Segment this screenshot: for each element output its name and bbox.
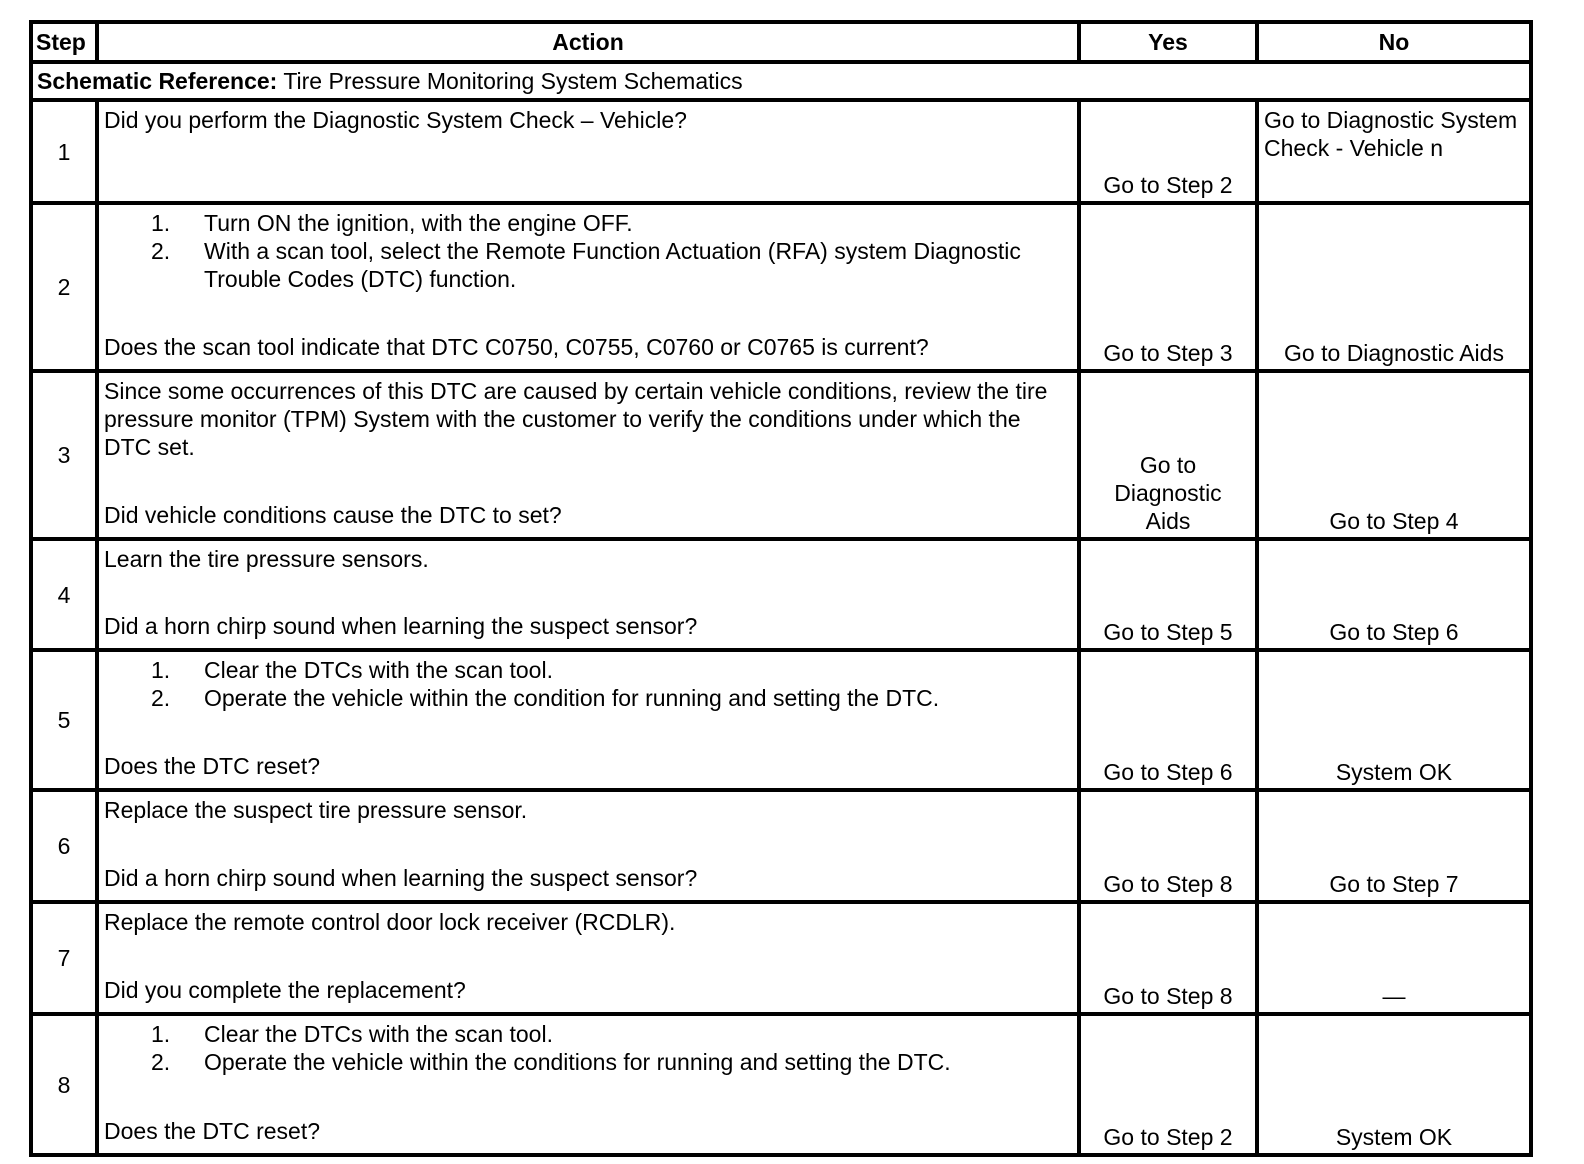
no-cell: Go to Step 6	[1257, 539, 1531, 650]
step-number: 1	[31, 100, 97, 203]
table-row-step-5	[31, 650, 1531, 790]
step-number: 8	[31, 1014, 97, 1155]
table-row-step-1	[31, 100, 1531, 203]
action-question: Did you complete the replacement?	[104, 977, 466, 1003]
yes-cell: Go to Diagnostic Aids	[1079, 371, 1257, 539]
action-cell	[97, 371, 1079, 539]
list-item: 1. Clear the DTCs with the scan tool.	[151, 657, 553, 683]
no-cell: Go to Diagnostic System Check - Vehicle n	[1257, 100, 1531, 203]
action-cell	[97, 539, 1079, 650]
diagnostic-table	[29, 20, 1533, 1157]
action-question: Does the DTC reset?	[104, 753, 321, 779]
action-intro: Learn the tire pressure sensors.	[104, 546, 429, 572]
schematic-text: Tire Pressure Monitoring System Schematics	[283, 68, 743, 94]
action-question: Does the DTC reset?	[104, 1118, 321, 1144]
table-row-step-4	[31, 539, 1531, 650]
step-number: 7	[31, 902, 97, 1014]
action-intro: Replace the remote control door lock receiver (RCDLR).	[104, 909, 676, 935]
no-cell: Go to Diagnostic Aids	[1257, 203, 1531, 371]
action-cell	[97, 650, 1079, 790]
list-item: 2. Operate the vehicle within the condition for running and setting the DTC.	[151, 685, 940, 711]
table-row-step-2	[31, 203, 1531, 371]
action-list	[104, 1020, 1073, 1076]
table-row-step-7	[31, 902, 1531, 1014]
action-cell	[97, 902, 1079, 1014]
action-cell	[97, 203, 1079, 371]
yes-cell: Go to Step 2	[1079, 100, 1257, 203]
no-cell: —	[1257, 902, 1531, 1014]
no-cell: System OK	[1257, 650, 1531, 790]
table-row-step-6	[31, 790, 1531, 902]
header-step: Step	[31, 22, 97, 62]
no-cell: System OK	[1257, 1014, 1531, 1155]
list-item: 1. Clear the DTCs with the scan tool.	[151, 1021, 553, 1047]
action-intro: Replace the suspect tire pressure sensor.	[104, 797, 528, 823]
schematic-row	[31, 62, 1531, 100]
action-intro: Did you perform the Diagnostic System Check – Vehicle?	[104, 107, 687, 133]
action-list	[104, 209, 1073, 293]
step-number: 3	[31, 371, 97, 539]
action-cell	[97, 790, 1079, 902]
yes-cell: Go to Step 6	[1079, 650, 1257, 790]
list-item: 2. Operate the vehicle within the conditions for running and setting the DTC.	[151, 1049, 951, 1075]
header-row	[31, 22, 1531, 62]
schematic-reference	[31, 62, 1531, 100]
table-row-step-8	[31, 1014, 1531, 1155]
list-item: 1. Turn ON the ignition, with the engine OFF.	[151, 210, 633, 236]
action-question: Did a horn chirp sound when learning the suspect sensor?	[104, 613, 698, 639]
no-cell: Go to Step 4	[1257, 371, 1531, 539]
header-no: No	[1257, 22, 1531, 62]
yes-cell: Go to Step 3	[1079, 203, 1257, 371]
action-list	[104, 656, 1073, 712]
action-question: Did a horn chirp sound when learning the suspect sensor?	[104, 865, 698, 891]
step-number: 4	[31, 539, 97, 650]
action-question: Did vehicle conditions cause the DTC to set?	[104, 502, 562, 528]
yes-cell: Go to Step 5	[1079, 539, 1257, 650]
schematic-label: Schematic Reference:	[37, 68, 278, 94]
table-row-step-3	[31, 371, 1531, 539]
step-number: 2	[31, 203, 97, 371]
header-action: Action	[97, 22, 1079, 62]
action-intro: Since some occurrences of this DTC are caused by certain vehicle conditions, review the tire pressure monitor (TPM) System with the customer to verify the conditions under which the DTC set.	[104, 378, 1048, 460]
yes-cell: Go to Step 8	[1079, 902, 1257, 1014]
no-cell: Go to Step 7	[1257, 790, 1531, 902]
action-cell	[97, 100, 1079, 203]
header-yes: Yes	[1079, 22, 1257, 62]
action-question: Does the scan tool indicate that DTC C0750, C0755, C0760 or C0765 is current?	[104, 334, 929, 360]
action-cell	[97, 1014, 1079, 1155]
step-number: 5	[31, 650, 97, 790]
yes-cell: Go to Step 8	[1079, 790, 1257, 902]
yes-cell: Go to Step 2	[1079, 1014, 1257, 1155]
list-item: 2. With a scan tool, select the Remote Function Actuation (RFA) system Diagnostic Trouble Codes (DTC) function.	[151, 238, 1021, 292]
step-number: 6	[31, 790, 97, 902]
